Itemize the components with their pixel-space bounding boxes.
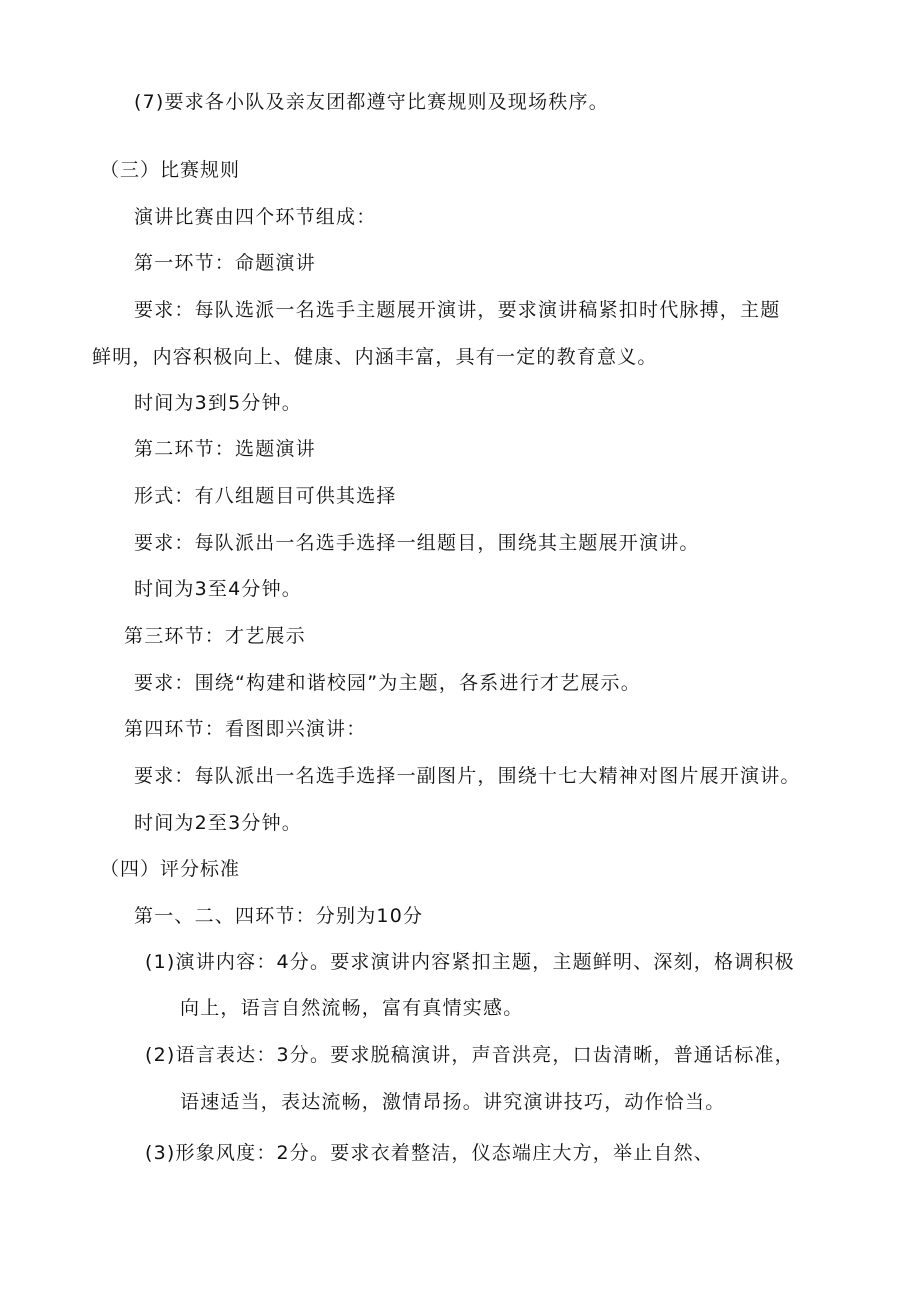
scoring-item-2-line-1: (2)语言表达：3分。要求脱稿演讲，声音洪亮，口齿清晰，普通话标准， [145,1044,795,1066]
scoring-item-3-line-1: (3)形象风度：2分。要求衣着整洁，仪态端庄大方，举止自然、 [145,1142,715,1164]
scoring-rounds-subtitle: 第一、二、四环节：分别为10分 [134,905,424,927]
round-1-title: 第一环节：命题演讲 [134,252,316,274]
round-4-requirement: 要求：每队派出一名选手选择一副图片，围绕十七大精神对图片展开演讲。 [134,765,801,787]
round-2-form: 形式：有八组题目可供其选择 [134,485,397,507]
round-4-time: 时间为2至3分钟。 [134,812,302,834]
scoring-item-1-line-1: (1)演讲内容：4分。要求演讲内容紧扣主题，主题鲜明、深刻，格调积极 [145,951,795,973]
section-3-intro: 演讲比赛由四个环节组成： [134,206,377,228]
round-1-requirement-line-1: 要求：每队选派一名选手主题展开演讲，要求演讲稿紧扣时代脉搏，主题 [134,299,781,321]
round-1-time: 时间为3到5分钟。 [134,392,302,414]
round-3-title: 第三环节：才艺展示 [124,625,306,647]
section-3-heading: （三）比赛规则 [100,159,241,181]
round-2-title: 第二环节：选题演讲 [134,438,316,460]
section-4-heading: （四）评分标准 [100,858,241,880]
round-3-requirement: 要求：围绕“构建和谐校园”为主题，各系进行才艺展示。 [134,672,641,694]
round-1-requirement-line-2: 鲜明，内容积极向上、健康、内涵丰富，具有一定的教育意义。 [92,346,658,368]
rule-7-line: (7)要求各小队及亲友团都遵守比赛规则及现场秩序。 [134,91,609,113]
scoring-item-2-line-2: 语速适当，表达流畅，激情昂扬。讲究演讲技巧，动作恰当。 [180,1091,726,1113]
round-2-requirement: 要求：每队派出一名选手选择一组题目，围绕其主题展开演讲。 [134,532,700,554]
round-4-title: 第四环节：看图即兴演讲： [124,718,367,740]
scoring-item-1-line-2: 向上，语言自然流畅，富有真情实感。 [180,997,524,1019]
round-2-time: 时间为3至4分钟。 [134,578,302,600]
